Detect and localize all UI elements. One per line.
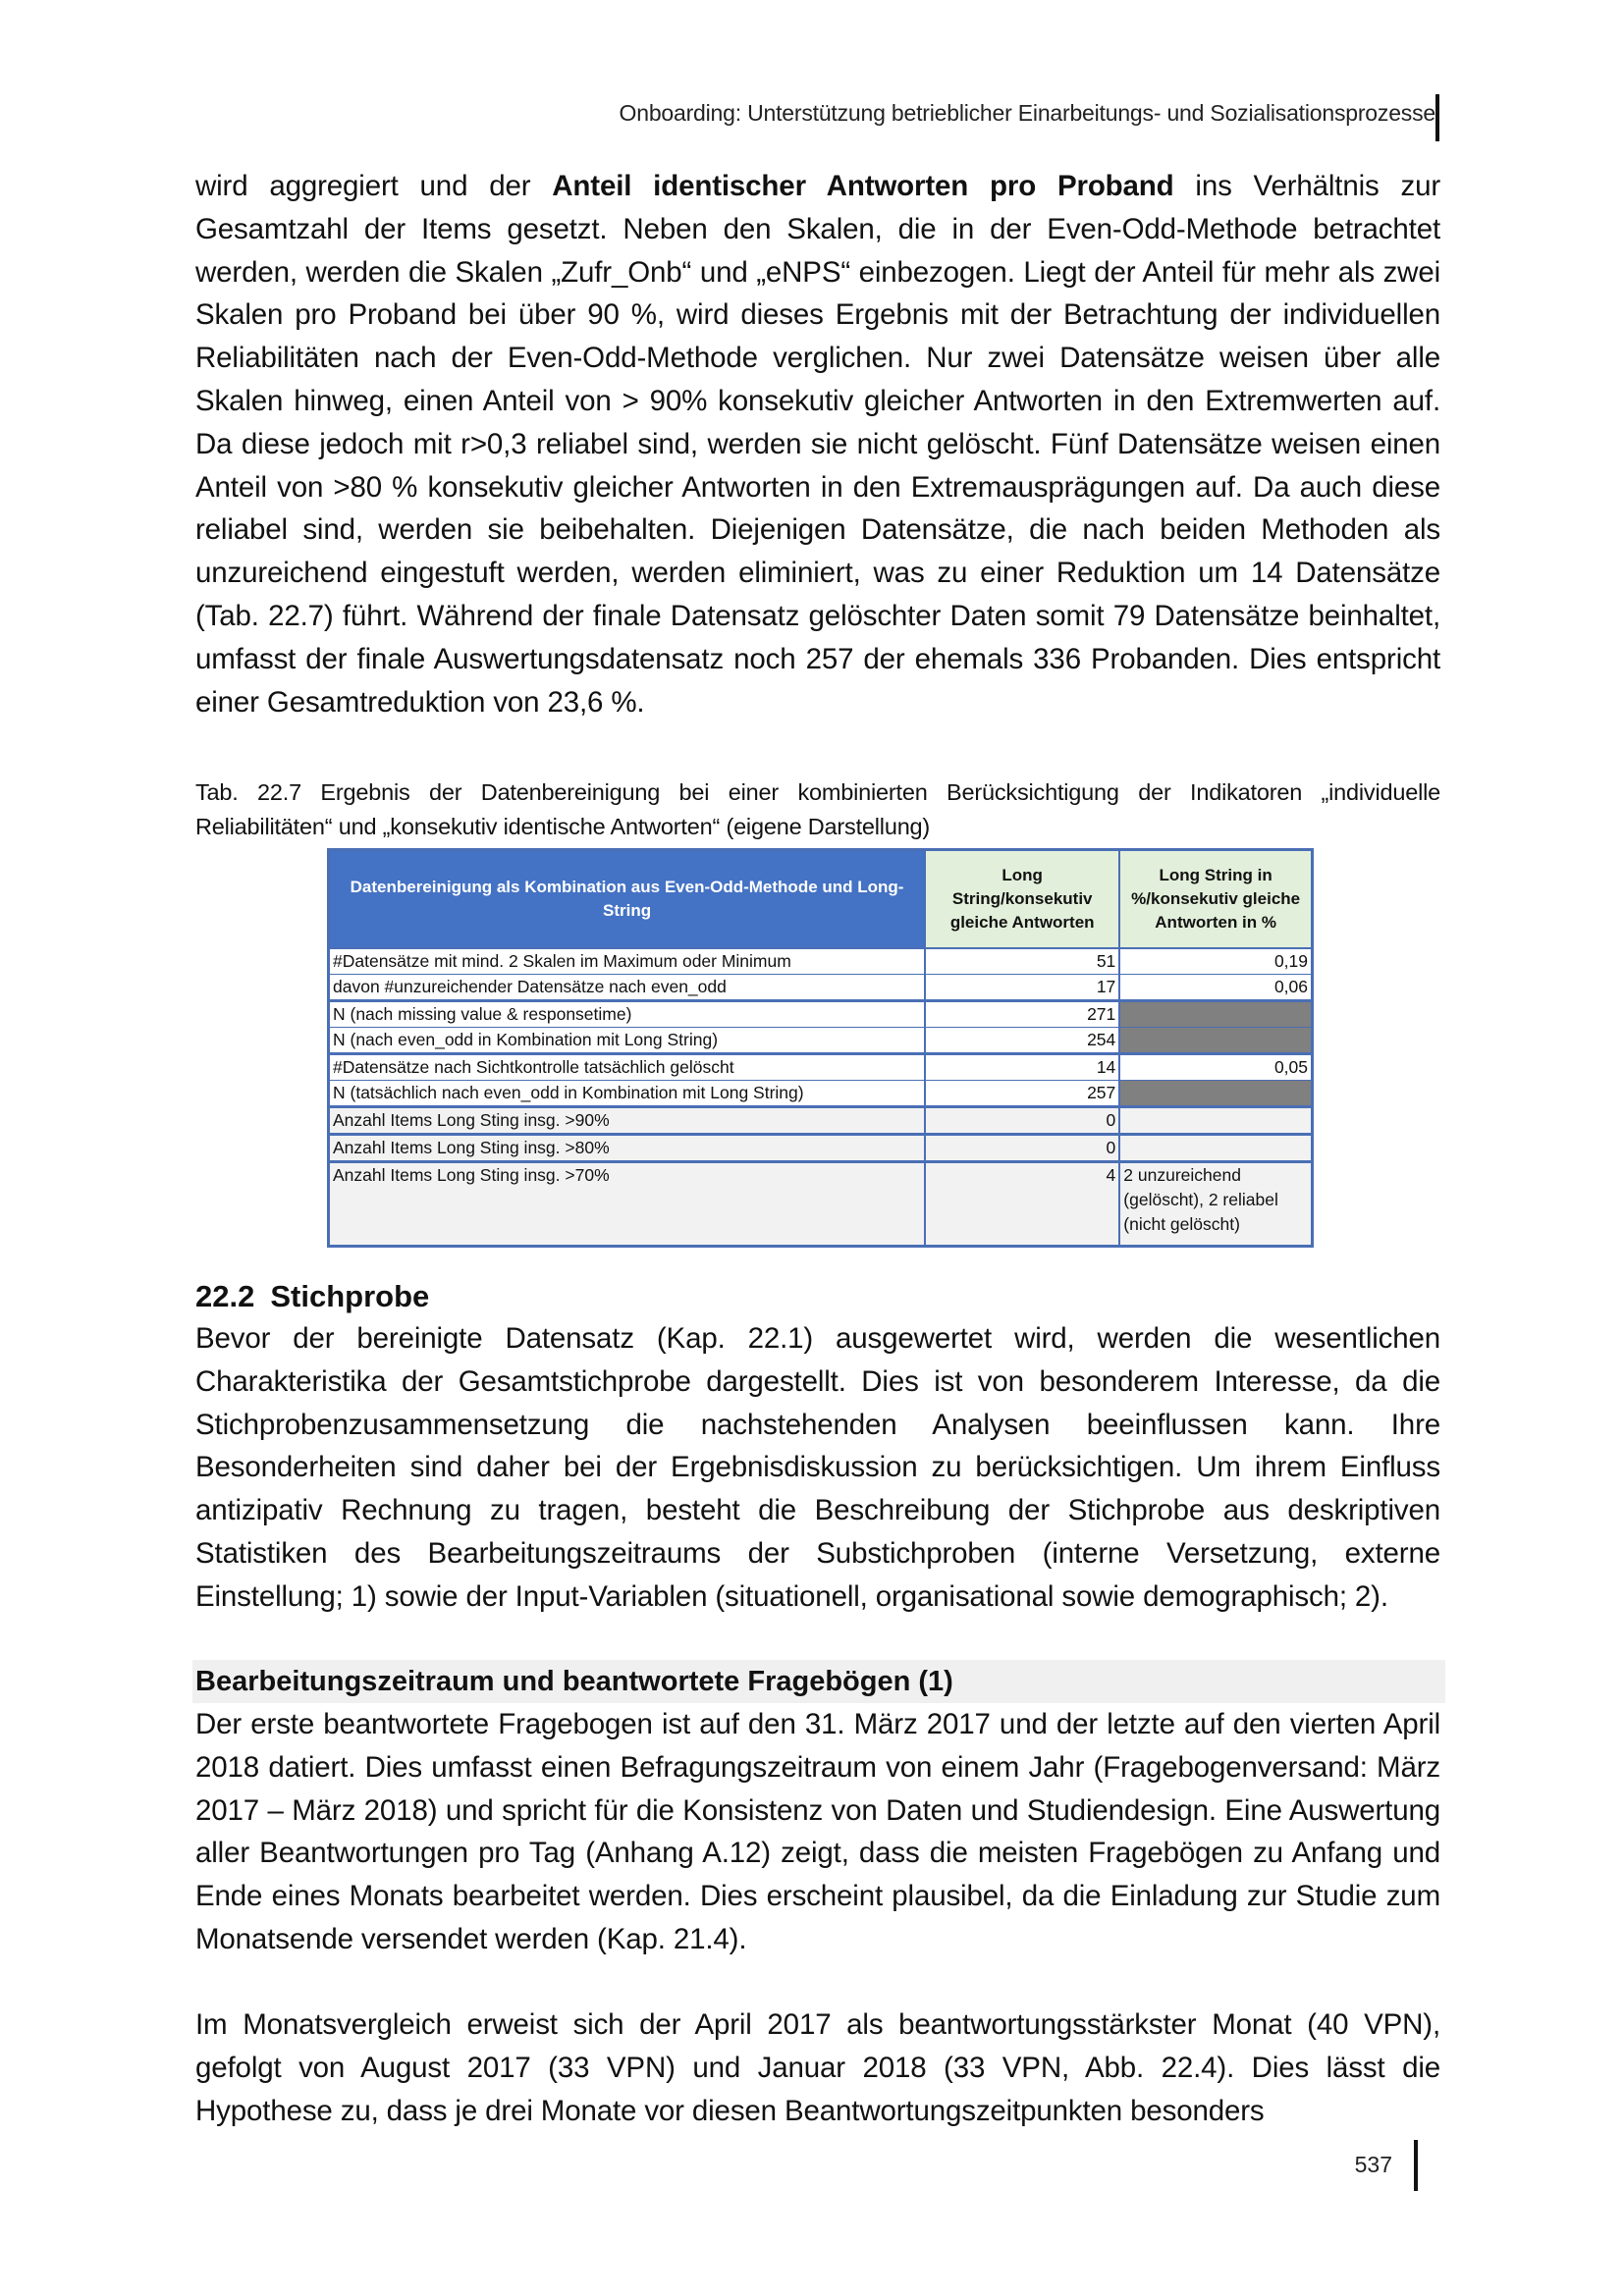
row-count: 4	[925, 1161, 1119, 1246]
table-row	[329, 974, 1313, 1000]
para1-text-end: ins Verhältnis zur Gesamtzahl der Items gesetzt. Neben den Skalen, die in der Even-Odd-Methode betrachtet werden, werden die Skalen „Zufr_Onb“ und „eNPS“ einbezogen. Liegt der Anteil für mehr als zwei Skalen pro Proband bei über 90 %, wird dieses Ergebnis mit der Betrachtung der individuellen Reliabilitäten nach der Even-Odd-Methode verglichen. Nur zwei Datensätze weisen über alle Skalen hinweg, einen Anteil von > 90% konsekutiv gleicher Antworten in den Extremwerten auf. Da diese jedoch mit r>0,3 reliabel sind, werden sie nicht gelöscht. Fünf Datensätze weisen einen Anteil von >80 % konsekutiv gleicher Antworten in den Extremausprägungen auf. Da auch diese reliabel sind, werden sie beibehalten. Diejenigen Datensätze, die nach beiden Methoden als unzureichend eingestuft werden, werden eliminiert, was zu einer Reduktion um 14 Datensätze (Tab. 22.7) führt. Während der finale Datensatz gelöschter Daten somit 79 Datensätze beinhaltet, umfasst der finale Auswertungsdatensatz noch 257 der ehemals 336 Probanden. Dies entspricht einer Gesamtreduktion von 23,6 %.	[195, 170, 1441, 719]
data-cleaning-table	[327, 848, 1314, 1248]
paragraph-sample-intro: Bevor der bereinigte Datensatz (Kap. 22.1) ausgewertet wird, werden die wesentlichen Charakteristika der Gesamtstichprobe dargestellt. Dies ist von besonderem Interesse, da die Stichprobenzusammensetzung die nachstehenden Analysen beeinflussen kann. Ihre Besonderheiten sind daher bei der Ergebnisdiskussion zu berücksichtigen. Um ihrem Einfluss antizipativ Rechnung zu tragen, besteht die Beschreibung der Stichprobe aus deskriptiven Statistiken des Bearbeitungszeitraums der Substichproben (interne Versetzung, externe Einstellung; 1) sowie der Input-Variablen (situationell, organisational sowie demographisch; 2).	[195, 1322, 1440, 1613]
row-note: 2 unzureichend (gelöscht), 2 reliabel (nicht gelöscht)	[1119, 1161, 1312, 1246]
header-rule	[1435, 94, 1439, 141]
row-count: 254	[925, 1027, 1119, 1053]
page-number: 537	[1354, 2152, 1392, 2177]
row-count: 14	[925, 1053, 1119, 1080]
table-header-count: Long String/konsekutiv gleiche Antworten	[925, 850, 1119, 948]
para1-bold-term: Anteil identischer Antworten pro Proband	[552, 170, 1174, 202]
row-count: 51	[925, 948, 1119, 975]
paragraph-monthly-comparison: Im Monatsvergleich erweist sich der April 2017 als beantwortungsstärkster Monat (40 VPN), gefolgt von August 2017 (33 VPN) und Januar 2018 (33 VPN, Abb. 22.4). Dies lässt die Hypothese zu, dass je drei Monate vor diesen Beantwortungszeitpunkten besonders	[195, 2008, 1440, 2127]
table-caption: Tab. 22.7 Ergebnis der Datenbereinigung bei einer kombinierten Berücksichtigung der Indikatoren „individuelle Reliabilitäten“ und „konsekutiv identische Antworten“ (eigene Darstellung)	[195, 779, 1440, 839]
row-label: N (nach even_odd in Kombination mit Long String)	[329, 1027, 926, 1053]
row-count: 271	[925, 1000, 1119, 1027]
row-label: N (nach missing value & responsetime)	[329, 1000, 926, 1027]
row-count: 17	[925, 974, 1119, 1000]
table-header-percent: Long String in %/konsekutiv gleiche Antworten in %	[1119, 850, 1312, 948]
table-row	[329, 1106, 1313, 1134]
row-label: davon #unzureichender Datensätze nach even_odd	[329, 974, 926, 1000]
row-percent: 0,19	[1119, 948, 1312, 975]
table-row	[329, 1053, 1313, 1080]
row-label: Anzahl Items Long Sting insg. >70%	[329, 1161, 926, 1246]
table-row	[329, 948, 1313, 975]
table-row	[329, 1080, 1313, 1106]
row-label: #Datensätze mit mind. 2 Skalen im Maximum oder Minimum	[329, 948, 926, 975]
row-percent	[1119, 1106, 1312, 1134]
row-percent: 0,05	[1119, 1053, 1312, 1080]
section-number: 22.2	[195, 1279, 255, 1313]
para1-text-start: wird aggregiert und der	[195, 170, 553, 202]
table-header-row	[329, 850, 1313, 948]
section-title: Stichprobe	[270, 1279, 430, 1313]
running-header: Onboarding: Unterstützung betrieblicher Einarbeitungs- und Sozialisationsprozesse	[619, 100, 1435, 126]
row-count: 0	[925, 1106, 1119, 1134]
section-heading	[195, 1279, 429, 1314]
paragraph-data-cleaning	[195, 165, 1440, 723]
row-percent-shaded	[1119, 1000, 1312, 1027]
subheading: Bearbeitungszeitraum und beantwortete Fragebögen (1)	[192, 1660, 1445, 1703]
row-percent-shaded	[1119, 1027, 1312, 1053]
table-row	[329, 1000, 1313, 1027]
row-count: 0	[925, 1134, 1119, 1161]
row-percent-shaded	[1119, 1080, 1312, 1106]
row-label: Anzahl Items Long Sting insg. >90%	[329, 1106, 926, 1134]
row-count: 257	[925, 1080, 1119, 1106]
table-header-main: Datenbereinigung als Kombination aus Even-Odd-Methode und Long-String	[329, 850, 926, 948]
table-row	[329, 1027, 1313, 1053]
row-label: Anzahl Items Long Sting insg. >80%	[329, 1134, 926, 1161]
paragraph-processing-period: Der erste beantwortete Fragebogen ist auf den 31. März 2017 und der letzte auf den vierten April 2018 datiert. Dies umfasst einen Befragungszeitraum von einem Jahr (Fragebogenversand: März 2017 – März 2018) und spricht für die Konsistenz von Daten und Studiendesign. Eine Auswertung aller Beantwortungen pro Tag (Anhang A.12) zeigt, dass die meisten Fragebögen zu Anfang und Ende eines Monats bearbeitet werden. Dies erscheint plausibel, da die Einladung zur Studie zum Monatsende versendet werden (Kap. 21.4).	[195, 1708, 1440, 1955]
table-row	[329, 1161, 1313, 1246]
table-row	[329, 1134, 1313, 1161]
row-label: N (tatsächlich nach even_odd in Kombination mit Long String)	[329, 1080, 926, 1106]
row-percent	[1119, 1134, 1312, 1161]
row-label: #Datensätze nach Sichtkontrolle tatsächlich gelöscht	[329, 1053, 926, 1080]
footer-rule	[1414, 2140, 1418, 2191]
row-percent: 0,06	[1119, 974, 1312, 1000]
